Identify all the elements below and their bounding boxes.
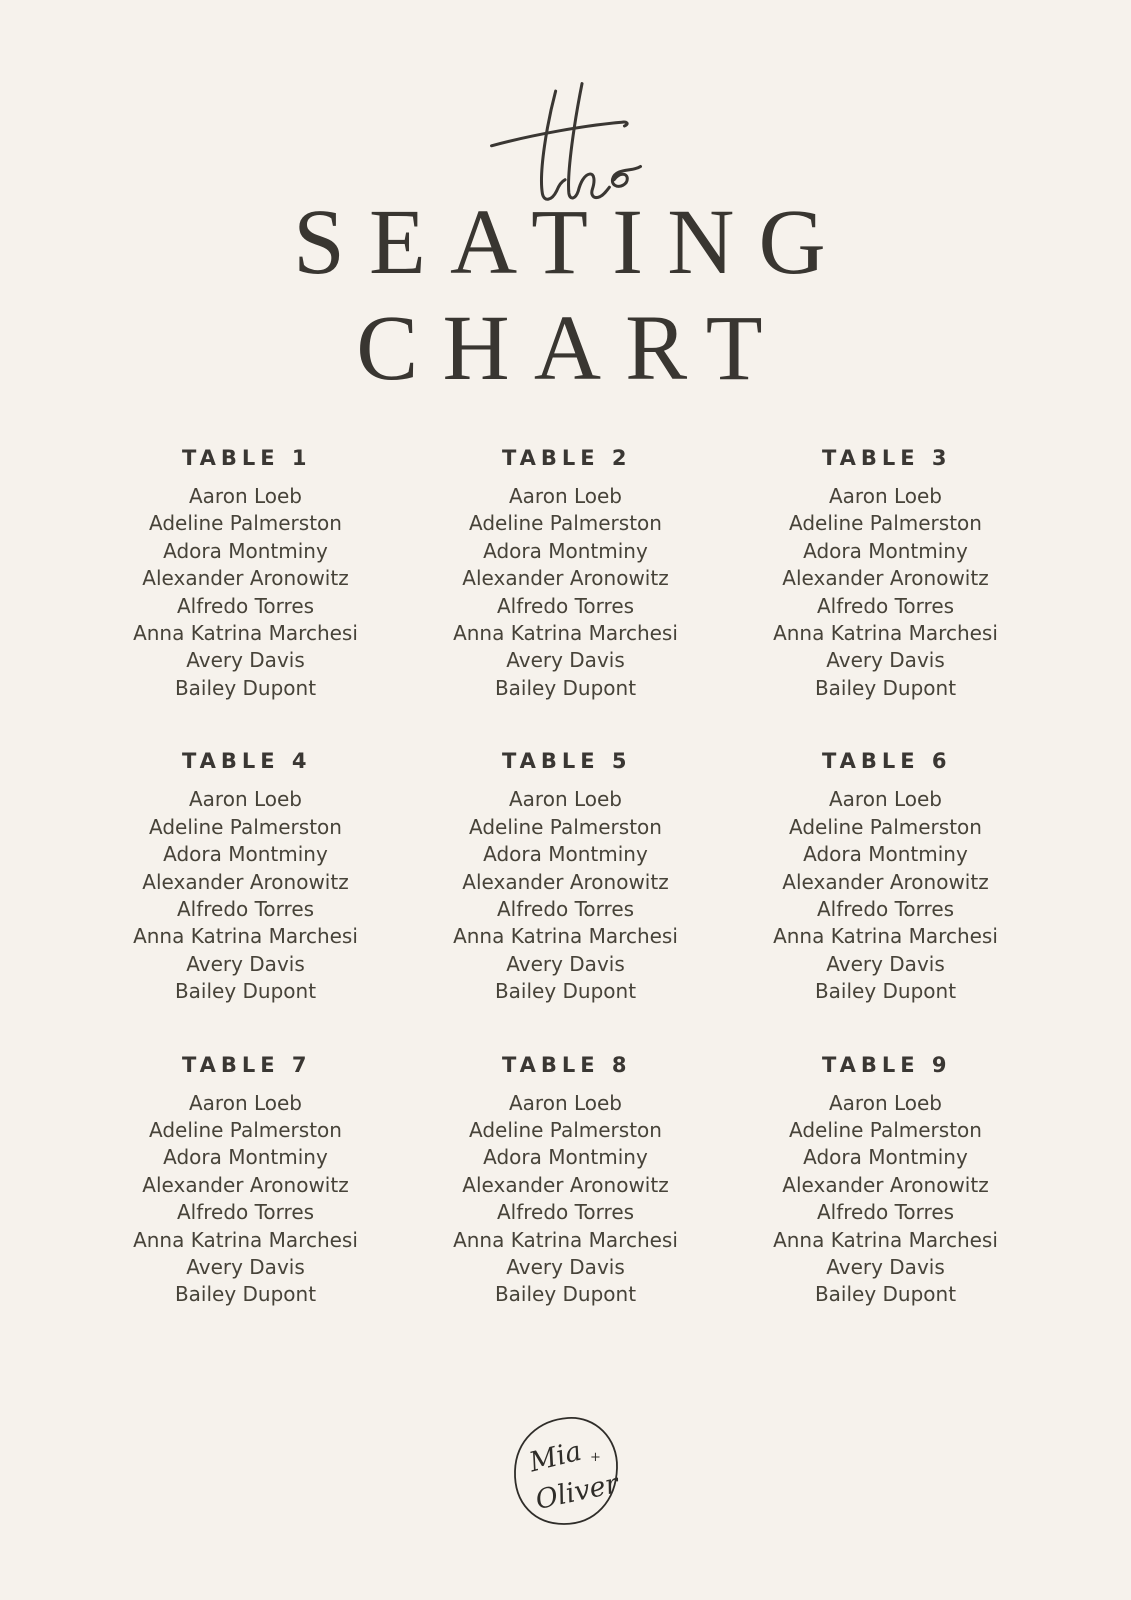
guest-name: Adora Montminy [163, 842, 328, 867]
guest-name: Avery Davis [506, 648, 625, 673]
guest-name: Alfredo Torres [176, 1200, 315, 1225]
guest-name: Bailey Dupont [174, 1282, 317, 1307]
guest-name: Aaron Loeb [508, 787, 623, 812]
guest-name: Anna Katrina Marchesi [773, 924, 998, 949]
guest-name: Alexander Aronowitz [782, 1172, 989, 1197]
guest-name: Aaron Loeb [828, 1090, 943, 1115]
monogram-plus: + [589, 1449, 601, 1465]
title-line-1: SEATING [293, 191, 850, 294]
guest-name: Aaron Loeb [508, 484, 623, 509]
guest-name: Aaron Loeb [188, 484, 303, 509]
title-script-the [0, 76, 1131, 208]
guest-list [726, 786, 1046, 1005]
guest-name: Alexander Aronowitz [142, 1172, 349, 1197]
guest-name: Adora Montminy [803, 538, 968, 563]
table-label: TABLE 3 [821, 446, 952, 471]
guest-name: Aaron Loeb [188, 1090, 303, 1115]
guest-name: Anna Katrina Marchesi [133, 1227, 358, 1252]
guest-name: Alfredo Torres [496, 896, 635, 921]
guest-list [406, 786, 726, 1005]
guest-name: Adeline Palmerston [469, 814, 662, 839]
guest-list [726, 1090, 1046, 1309]
table-label: TABLE 6 [821, 749, 952, 774]
guest-name: Aaron Loeb [828, 787, 943, 812]
guest-name: Bailey Dupont [494, 675, 637, 700]
guest-name: Alexander Aronowitz [462, 566, 669, 591]
guest-name: Aaron Loeb [188, 787, 303, 812]
guest-name: Avery Davis [506, 1254, 625, 1279]
guest-name: Alfredo Torres [816, 896, 955, 921]
guest-name: Adeline Palmerston [149, 814, 342, 839]
guest-name: Avery Davis [826, 1254, 945, 1279]
guest-name: Adeline Palmerston [789, 511, 982, 536]
guest-name: Alfredo Torres [176, 593, 315, 618]
table-section [406, 446, 726, 702]
table-label: TABLE 7 [181, 1052, 312, 1077]
guest-name: Anna Katrina Marchesi [133, 924, 358, 949]
guest-name: Bailey Dupont [174, 979, 317, 1004]
guest-name: Bailey Dupont [814, 979, 957, 1004]
table-label: TABLE 1 [181, 446, 312, 471]
guest-name: Adora Montminy [483, 1145, 648, 1170]
guest-name: Anna Katrina Marchesi [773, 1227, 998, 1252]
guest-name: Anna Katrina Marchesi [453, 621, 678, 646]
guest-name: Avery Davis [826, 648, 945, 673]
table-label: TABLE 8 [501, 1052, 632, 1077]
guest-name: Alexander Aronowitz [142, 869, 349, 894]
guest-name: Avery Davis [186, 1254, 305, 1279]
table-section [86, 749, 406, 1005]
guest-name: Adora Montminy [803, 1145, 968, 1170]
table-label: TABLE 2 [501, 446, 632, 471]
guest-name: Avery Davis [506, 951, 625, 976]
poster-header [0, 0, 1131, 402]
guest-name: Alexander Aronowitz [782, 869, 989, 894]
guest-name: Adeline Palmerston [789, 814, 982, 839]
guest-name: Adeline Palmerston [149, 511, 342, 536]
table-section [726, 1053, 1046, 1309]
guest-name: Adeline Palmerston [469, 511, 662, 536]
guest-list [406, 483, 726, 702]
guest-list [726, 483, 1046, 702]
guest-name: Adeline Palmerston [149, 1117, 342, 1142]
guest-name: Alexander Aronowitz [142, 566, 349, 591]
guest-name: Alfredo Torres [496, 593, 635, 618]
monogram-name-2: Oliver [532, 1468, 621, 1516]
guest-name: Adora Montminy [803, 842, 968, 867]
guest-name: Aaron Loeb [508, 1090, 623, 1115]
guest-list [86, 1090, 406, 1309]
guest-name: Alfredo Torres [816, 1200, 955, 1225]
table-section [726, 749, 1046, 1005]
hand-drawn-circle-icon [506, 1411, 626, 1531]
script-the-icon [471, 76, 661, 208]
monogram-logo [0, 1411, 1131, 1535]
seating-grid [86, 446, 1046, 1309]
guest-name: Alfredo Torres [816, 593, 955, 618]
guest-name: Alfredo Torres [176, 896, 315, 921]
guest-name: Anna Katrina Marchesi [773, 621, 998, 646]
guest-name: Avery Davis [186, 951, 305, 976]
guest-name: Avery Davis [826, 951, 945, 976]
table-section [86, 446, 406, 702]
guest-name: Anna Katrina Marchesi [453, 1227, 678, 1252]
guest-name: Adeline Palmerston [469, 1117, 662, 1142]
guest-name: Anna Katrina Marchesi [133, 621, 358, 646]
guest-name: Anna Katrina Marchesi [453, 924, 678, 949]
guest-list [406, 1090, 726, 1309]
table-label: TABLE 4 [181, 749, 312, 774]
table-section [406, 1053, 726, 1309]
guest-name: Adora Montminy [163, 1145, 328, 1170]
guest-list [86, 786, 406, 1005]
guest-name: Bailey Dupont [814, 675, 957, 700]
table-section [406, 749, 726, 1005]
table-section [86, 1053, 406, 1309]
guest-name: Avery Davis [186, 648, 305, 673]
guest-name: Aaron Loeb [828, 484, 943, 509]
guest-list [86, 483, 406, 702]
guest-name: Alexander Aronowitz [782, 566, 989, 591]
monogram-name-1: Mia [525, 1435, 585, 1479]
table-label: TABLE 5 [501, 749, 632, 774]
table-label: TABLE 9 [821, 1052, 952, 1077]
guest-name: Alexander Aronowitz [462, 869, 669, 894]
title-line-2: CHART [356, 297, 787, 401]
guest-name: Adora Montminy [163, 538, 328, 563]
guest-name: Bailey Dupont [494, 979, 637, 1004]
guest-name: Adora Montminy [483, 538, 648, 563]
guest-name: Adeline Palmerston [789, 1117, 982, 1142]
guest-name: Adora Montminy [483, 842, 648, 867]
guest-name: Alfredo Torres [496, 1200, 635, 1225]
guest-name: Bailey Dupont [814, 1282, 957, 1307]
guest-name: Bailey Dupont [174, 675, 317, 700]
guest-name: Alexander Aronowitz [462, 1172, 669, 1197]
guest-name: Bailey Dupont [494, 1282, 637, 1307]
table-section [726, 446, 1046, 702]
